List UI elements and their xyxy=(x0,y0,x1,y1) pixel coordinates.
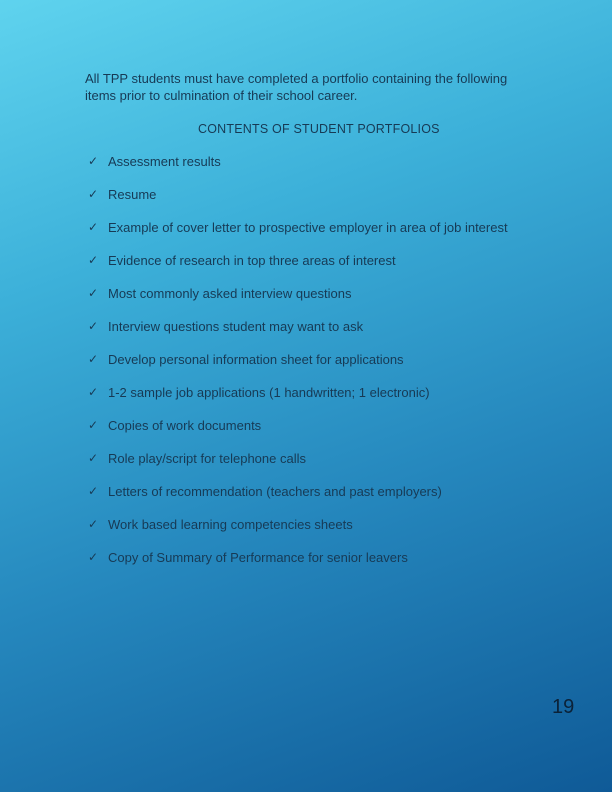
checkmark-icon: ✓ xyxy=(88,385,99,399)
list-item-text: Assessment results xyxy=(108,154,221,169)
checkmark-icon: ✓ xyxy=(88,154,99,168)
list-item xyxy=(88,417,508,434)
list-item xyxy=(88,153,508,170)
list-item-text: Most commonly asked interview questions xyxy=(108,286,352,301)
list-item xyxy=(88,549,508,566)
list-item-text: Copies of work documents xyxy=(108,418,262,433)
list-item xyxy=(88,384,508,401)
list-item-text: Evidence of research in top three areas of interest xyxy=(108,253,396,268)
checkmark-icon: ✓ xyxy=(88,352,99,366)
list-item xyxy=(88,318,508,335)
list-item xyxy=(88,516,508,533)
checkmark-icon: ✓ xyxy=(88,451,99,465)
list-item-text: 1-2 sample job applications (1 handwritten; 1 electronic) xyxy=(108,385,430,400)
list-item-text: Work based learning competencies sheets xyxy=(108,517,353,532)
page-number: 19 xyxy=(552,696,575,718)
portfolio-contents-list xyxy=(88,153,508,582)
checkmark-icon: ✓ xyxy=(88,484,99,498)
section-heading: CONTENTS OF STUDENT PORTFOLIOS xyxy=(198,122,440,136)
list-item xyxy=(88,450,508,467)
list-item xyxy=(88,219,508,236)
list-item xyxy=(88,483,508,500)
list-item xyxy=(88,285,508,302)
list-item-text: Resume xyxy=(108,187,157,202)
checkmark-icon: ✓ xyxy=(88,286,99,300)
checkmark-icon: ✓ xyxy=(88,517,99,531)
list-item-text: Example of cover letter to prospective employer in area of job interest xyxy=(108,220,508,235)
list-item-text: Letters of recommendation (teachers and past employers) xyxy=(108,484,442,499)
checkmark-icon: ✓ xyxy=(88,220,99,234)
intro-paragraph: All TPP students must have completed a portfolio containing the following items prior to culmination of their school career. xyxy=(85,71,508,103)
list-item-text: Role play/script for telephone calls xyxy=(108,451,306,466)
checkmark-icon: ✓ xyxy=(88,550,99,564)
list-item xyxy=(88,186,508,203)
checkmark-icon: ✓ xyxy=(88,253,99,267)
list-item xyxy=(88,252,508,269)
checkmark-icon: ✓ xyxy=(88,187,99,201)
list-item xyxy=(88,351,508,368)
list-item-text: Interview questions student may want to ask xyxy=(108,319,364,334)
list-item-text: Develop personal information sheet for applications xyxy=(108,352,404,367)
list-item-text: Copy of Summary of Performance for senior leavers xyxy=(108,550,408,565)
checkmark-icon: ✓ xyxy=(88,319,99,333)
checkmark-icon: ✓ xyxy=(88,418,99,432)
